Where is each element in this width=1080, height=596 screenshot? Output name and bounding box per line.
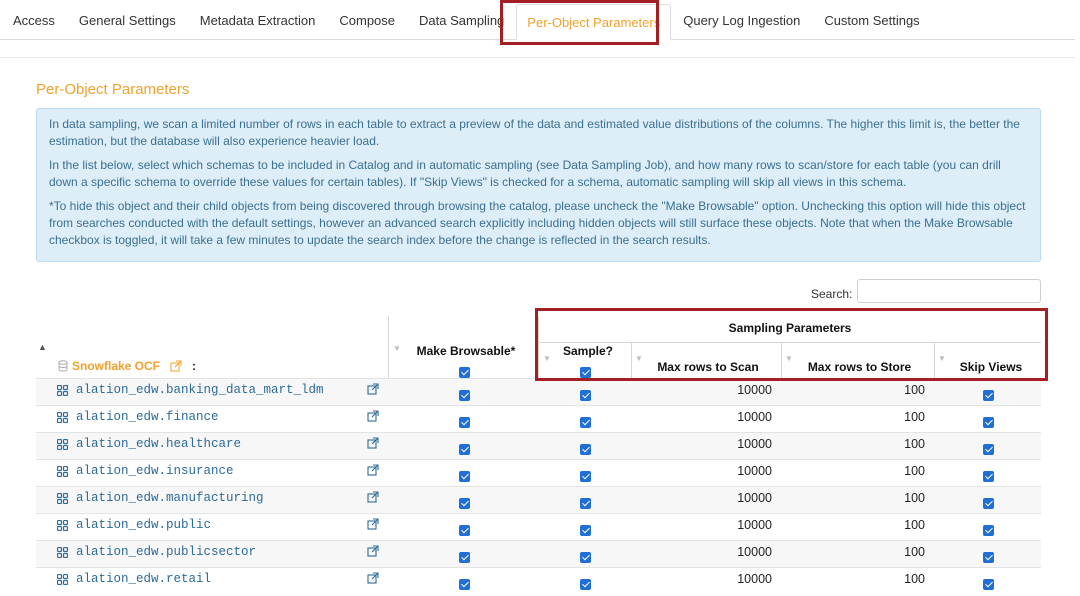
checkbox[interactable] <box>459 525 470 536</box>
checkbox[interactable] <box>459 552 470 563</box>
sample-checkbox[interactable] <box>580 495 591 513</box>
sort-icon[interactable]: ▼ <box>635 354 643 363</box>
tab-custom-settings[interactable]: Custom Settings <box>824 12 920 28</box>
table-row <box>36 405 1041 432</box>
checkbox[interactable] <box>580 367 591 378</box>
schema-name-link[interactable]: alation_edw.manufacturing <box>76 491 264 505</box>
tab-metadata-extraction[interactable]: Metadata Extraction <box>199 12 316 28</box>
schema-icon <box>57 466 68 477</box>
per-object-table <box>36 316 1041 594</box>
tab-compose[interactable]: Compose <box>339 12 396 28</box>
external-link-icon[interactable] <box>367 545 379 557</box>
schema-name-link[interactable]: alation_edw.publicsector <box>76 545 257 559</box>
max-rows-store-value[interactable]: 100 <box>904 464 925 478</box>
checkbox[interactable] <box>983 579 994 590</box>
col-divider <box>934 343 935 378</box>
skip-views-checkbox[interactable] <box>983 495 994 513</box>
search-input[interactable] <box>857 279 1041 303</box>
source-name-link[interactable]: Snowflake OCF <box>72 359 161 373</box>
checkbox[interactable] <box>983 498 994 509</box>
checkbox[interactable] <box>580 552 591 563</box>
make-browsable-checkbox[interactable] <box>459 522 470 540</box>
max-rows-store-value[interactable]: 100 <box>904 410 925 424</box>
skip-views-checkbox[interactable] <box>983 441 994 459</box>
external-link-icon[interactable] <box>367 572 379 584</box>
checkbox[interactable] <box>580 444 591 455</box>
sort-icon[interactable]: ▼ <box>785 354 793 363</box>
section-title: Per-Object Parameters <box>36 81 190 98</box>
max-rows-store-value[interactable]: 100 <box>904 383 925 397</box>
checkbox[interactable] <box>580 417 591 428</box>
col-make-browsable: Make Browsable* <box>416 344 516 358</box>
sample-checkbox[interactable] <box>580 549 591 567</box>
max-rows-scan-value[interactable]: 10000 <box>737 491 772 505</box>
checkbox[interactable] <box>459 367 470 378</box>
col-divider <box>388 316 389 378</box>
max-rows-scan-value[interactable]: 10000 <box>737 464 772 478</box>
checkbox[interactable] <box>580 579 591 590</box>
external-link-icon[interactable] <box>367 491 379 503</box>
skip-views-checkbox[interactable] <box>983 468 994 486</box>
checkbox[interactable] <box>580 498 591 509</box>
checkbox[interactable] <box>459 444 470 455</box>
sample-checkbox[interactable] <box>580 414 591 432</box>
sample-checkbox[interactable] <box>580 387 591 405</box>
skip-views-checkbox[interactable] <box>983 387 994 405</box>
max-rows-store-value[interactable]: 100 <box>904 545 925 559</box>
source-header <box>58 359 196 373</box>
sample-checkbox[interactable] <box>580 441 591 459</box>
table-body <box>36 378 1041 594</box>
checkbox[interactable] <box>983 525 994 536</box>
table-row <box>36 540 1041 567</box>
max-rows-scan-value[interactable]: 10000 <box>737 518 772 532</box>
sort-icon[interactable]: ▼ <box>543 354 551 363</box>
max-rows-scan-value[interactable]: 10000 <box>737 410 772 424</box>
info-paragraph-2: In the list below, select which schemas to be included in Catalog and in automatic sampling (see Data Sampling Job), and how many rows to scan/store for each table (you can drill down a specific schema to override these values for certain tables). If "Skip Views" is checked for a schema, automatic sampling will skip all views in this schema. <box>49 158 1001 189</box>
make-browsable-checkbox[interactable] <box>459 468 470 486</box>
checkbox[interactable] <box>983 390 994 401</box>
info-paragraph-3: *To hide this object and their child objects from being discovered through browsing the catalog, please uncheck the "Make Browsable" option. Unchecking this option will hide this object from searches conducted with the default settings, however an advanced search explicitly including hidden objects will still surface these objects. Note that when the Make Browsable checkbox is toggled, it will take a few minutes to update the search index before the change is reflected in the search results. <box>49 199 1026 247</box>
tab-data-sampling[interactable]: Data Sampling <box>419 12 505 28</box>
external-link-icon[interactable] <box>367 518 379 530</box>
schema-name-link[interactable]: alation_edw.insurance <box>76 464 234 478</box>
skip-views-checkbox[interactable] <box>983 522 994 540</box>
search-label: Search: <box>811 287 853 301</box>
source-colon: : <box>192 359 197 373</box>
sort-asc-icon[interactable]: ▲ <box>38 342 47 352</box>
external-link-icon[interactable] <box>367 383 379 395</box>
make-browsable-checkbox[interactable] <box>459 576 470 594</box>
table-row <box>36 432 1041 459</box>
schema-name-link[interactable]: alation_edw.finance <box>76 410 219 424</box>
skip-views-checkbox[interactable] <box>983 414 994 432</box>
table-row <box>36 486 1041 513</box>
checkbox[interactable] <box>983 444 994 455</box>
checkbox[interactable] <box>983 417 994 428</box>
make-browsable-checkbox[interactable] <box>459 495 470 513</box>
skip-views-checkbox[interactable] <box>983 549 994 567</box>
table-row <box>36 459 1041 486</box>
schema-name-link[interactable]: alation_edw.retail <box>76 572 212 586</box>
checkbox[interactable] <box>459 471 470 482</box>
make-browsable-checkbox[interactable] <box>459 441 470 459</box>
col-skip-views: Skip Views <box>959 360 1023 374</box>
table-row <box>36 378 1041 405</box>
make-browsable-checkbox[interactable] <box>459 387 470 405</box>
col-divider <box>538 316 539 378</box>
checkbox[interactable] <box>459 579 470 590</box>
max-rows-store-value[interactable]: 100 <box>904 518 925 532</box>
checkbox[interactable] <box>459 498 470 509</box>
col-divider <box>631 343 632 378</box>
schema-name-link[interactable]: alation_edw.public <box>76 518 212 532</box>
group-divider <box>538 342 1041 343</box>
external-link-icon[interactable] <box>170 360 182 372</box>
tab-per-object-parameters[interactable]: Per-Object Parameters <box>516 4 671 40</box>
tab-query-log-ingestion[interactable]: Query Log Ingestion <box>683 12 801 28</box>
max-rows-store-value[interactable]: 100 <box>904 572 925 586</box>
checkbox[interactable] <box>983 471 994 482</box>
schema-name-link[interactable]: alation_edw.healthcare <box>76 437 242 451</box>
col-max-rows-store: Max rows to Store <box>807 360 912 374</box>
make-browsable-checkbox[interactable] <box>459 414 470 432</box>
col-max-rows-scan: Max rows to Scan <box>657 360 759 374</box>
col-divider <box>781 343 782 378</box>
schema-icon <box>57 439 68 450</box>
checkbox[interactable] <box>580 471 591 482</box>
group-sampling-parameters: Sampling Parameters <box>728 321 852 335</box>
info-box <box>36 108 1041 262</box>
external-link-icon[interactable] <box>367 410 379 422</box>
schema-name-link[interactable]: alation_edw.banking_data_mart_ldm <box>76 383 324 397</box>
database-icon <box>58 360 68 372</box>
schema-icon <box>57 520 68 531</box>
schema-icon <box>57 385 68 396</box>
max-rows-scan-value[interactable]: 10000 <box>737 545 772 559</box>
max-rows-store-value[interactable]: 100 <box>904 491 925 505</box>
table-row <box>36 513 1041 540</box>
schema-icon <box>57 412 68 423</box>
max-rows-store-value[interactable]: 100 <box>904 437 925 451</box>
sample-checkbox[interactable] <box>580 468 591 486</box>
sort-icon[interactable]: ▼ <box>938 354 946 363</box>
schema-icon <box>57 547 68 558</box>
schema-icon <box>57 493 68 504</box>
make-browsable-checkbox[interactable] <box>459 549 470 567</box>
checkbox[interactable] <box>459 390 470 401</box>
skip-views-checkbox[interactable] <box>983 576 994 594</box>
table-row <box>36 567 1041 594</box>
checkbox[interactable] <box>580 390 591 401</box>
col-sample: Sample? <box>562 344 613 358</box>
tab-access[interactable]: Access <box>13 12 55 28</box>
sample-checkbox[interactable] <box>580 522 591 540</box>
external-link-icon[interactable] <box>367 437 379 449</box>
checkbox[interactable] <box>580 525 591 536</box>
info-paragraph-1: In data sampling, we scan a limited number of rows in each table to extract a preview of the data and estimated value distributions of the columns. The higher this limit is, the better the estimation, but the database will also experience heavier load. <box>49 117 1020 148</box>
max-rows-scan-value[interactable]: 10000 <box>737 572 772 586</box>
schema-icon <box>57 574 68 585</box>
max-rows-scan-value[interactable]: 10000 <box>737 437 772 451</box>
checkbox[interactable] <box>983 552 994 563</box>
max-rows-scan-value[interactable]: 10000 <box>737 383 772 397</box>
sort-icon[interactable]: ▼ <box>393 344 401 353</box>
sample-checkbox[interactable] <box>580 576 591 594</box>
tab-general-settings[interactable]: General Settings <box>78 12 176 28</box>
external-link-icon[interactable] <box>367 464 379 476</box>
checkbox[interactable] <box>459 417 470 428</box>
table-header <box>36 316 1041 378</box>
tab-bar <box>0 0 1075 40</box>
divider <box>0 57 1075 58</box>
